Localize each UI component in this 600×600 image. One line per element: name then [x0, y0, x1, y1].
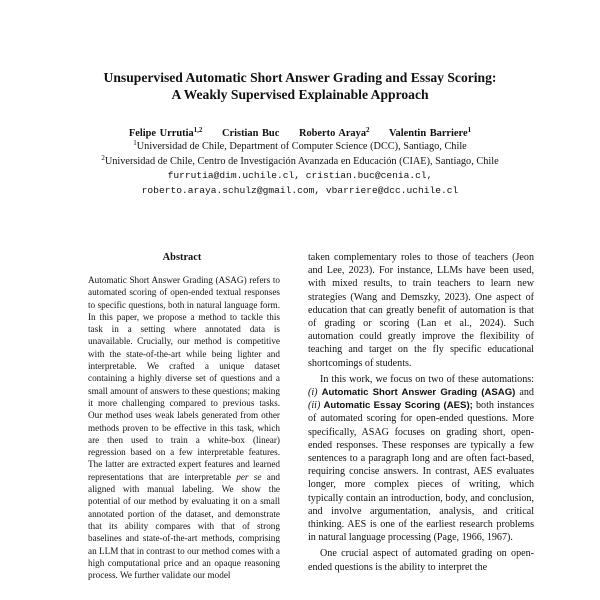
email-line-1: furrutia@dim.uchile.cl, cristian.buc@cenia.cl, [167, 170, 433, 181]
affiliations [40, 140, 560, 198]
author-sup: 1,2 [193, 126, 203, 134]
affiliation-text: Universidad de Chile, Department of Computer Science (DCC), Santiago, Chile [136, 141, 467, 152]
affiliation-1 [40, 140, 560, 155]
author-name: Felipe Urrutia [128, 128, 194, 139]
body-paragraph [308, 373, 534, 545]
body-bold-term: Automatic Essay Scoring (AES); [323, 400, 473, 412]
abstract-text-end: and aligned with manual labeling. We show the potential of our method by evaluating it on a small annotated portion of the dataset, and demonstrate that its ability compares with that of strong baselines and state-of-the-art methods, comprising an LLM that in contrast to our method comes with a high computational price and an opaque reasoning process. We further validate our model [88, 471, 281, 581]
author-name: Cristian Buc [222, 128, 280, 139]
affiliation-2 [40, 155, 560, 170]
body-bold-term: Automatic Short Answer Grading (ASAG) [321, 387, 516, 399]
title-line-2: A Weakly Supervised Explainable Approach [171, 87, 429, 102]
body-text: In this work, we focus on two of these automations: [320, 373, 534, 385]
abstract-emphasis: per se [236, 471, 262, 482]
abstract-heading: Abstract [162, 252, 202, 263]
body-text: and [519, 387, 534, 399]
author-sup: 2 [366, 126, 370, 134]
body-paragraph: taken complementary roles to those of teachers (Jeon and Lee, 2023). For instance, LLMs have been used, with mixed results, to train teachers to learn new strategies (Wang and Demszky, 2023). One aspect of education that can greatly benefit of automation is that of grading or scoring (Lan et al., 2024). Such automation could greatly improve the flexibility of teaching and target on the fly specific educational shortcomings of students. [308, 252, 534, 369]
abstract-text: Automatic Short Answer Grading (ASAG) refers to automated scoring of open-ended textual responses to specific questions, both in natural language form. In this paper, we propose a method to tackle this task in a setting where annotated data is unavailable. Crucially, our method is competitive with the state-of-the-art while being lighter and interpretable. We crafted a unique dataset containing a highly diverse set of questions and a small amount of answers to these questions; making it more challenging compared to previous tasks. Our method uses weak labels generated from other methods proven to be effective in this task, which are then used to train a white-box (linear) regression based on a few interpretable features. The latter are extracted expert features and learned representations that are interpretable [88, 275, 280, 482]
email-line-2: roberto.araya.schulz@gmail.com, vbarriere@dcc.uchile.cl [141, 184, 459, 196]
author-list [40, 127, 560, 140]
body-paragraph: One crucial aspect of automated grading on open-ended questions is the ability to interpret the [308, 548, 534, 573]
title-line-1: Unsupervised Automatic Short Answer Grading and Essay Scoring: [103, 70, 497, 85]
abstract-body [88, 274, 280, 581]
author-name: Roberto Araya [298, 128, 367, 139]
author-sup: 1 [467, 126, 472, 134]
affiliation-sup: 1 [133, 139, 137, 147]
affiliation-text: Universidad de Chile, Centro de Investigación Avanzada en Educación (CIAE), Santiago, Chile [104, 155, 499, 167]
author-name: Valentin Barriere [388, 128, 468, 139]
body-text: both instances of automated scoring for open-ended questions. More specifically, ASAG focuses on grading short, open-ended responses. These responses are typically a few sentences to a paragraph long and are often fact-based, requiring concise answers. In contrast, AES evaluates longer, more complex pieces of writing, which typically contain an introduction, body, and conclusion, and involve argumentation, analysis, and critical thinking. AES is one of the earliest research problems in natural language processing (Page, 1966, 1967). [308, 400, 535, 544]
body-column-right [308, 251, 534, 574]
body-emphasis: (ii) [308, 400, 321, 412]
body-emphasis: (i) [308, 387, 318, 399]
paper-title [40, 69, 560, 103]
affiliation-sup: 2 [101, 153, 105, 162]
